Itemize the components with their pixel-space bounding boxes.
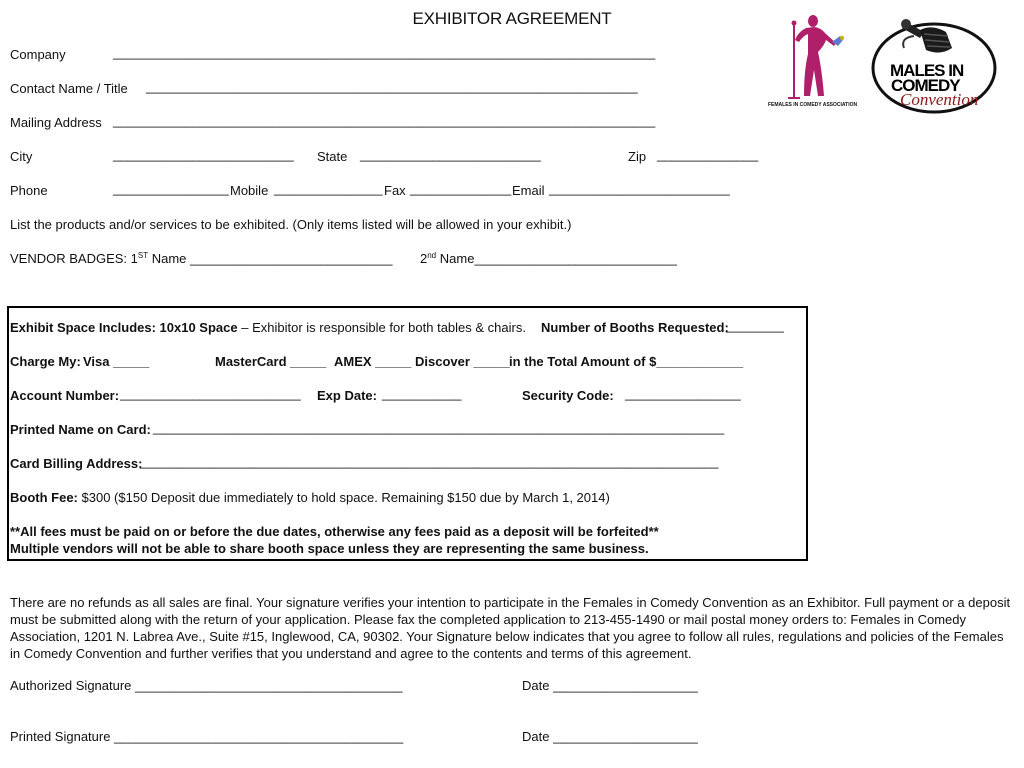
products-instructions: List the products and/or services to be exhibited. (Only items listed will be allowed in your exhibit.) [10, 217, 572, 232]
phone-field[interactable]: ________________ [113, 181, 229, 196]
security-code-field[interactable]: ________________ [625, 386, 741, 401]
exhibit-space-row [10, 320, 526, 336]
mastercard-option[interactable]: MasterCard _____ [215, 354, 327, 369]
females-in-comedy-logo [768, 10, 858, 112]
booth-fee-row [10, 490, 610, 506]
city-label: City [10, 149, 33, 164]
company-label: Company [10, 47, 66, 62]
second-name-label: Name [439, 251, 475, 266]
city-field[interactable]: _________________________ [113, 147, 294, 162]
second-badge-row [420, 251, 677, 267]
exhibit-space-dash: – [241, 320, 249, 335]
account-number-field[interactable]: _________________________ [120, 386, 301, 401]
mobile-field[interactable]: _______________ [274, 181, 383, 196]
booth-fee-text: $300 ($150 Deposit due immediately to hold space. Remaining $150 due by March 1, 2014) [81, 490, 610, 505]
authorized-signature-field[interactable]: Authorized Signature _____________________________________ [10, 678, 403, 693]
booth-fee-label: Booth Fee: [10, 490, 78, 505]
vendor-badges-row [10, 251, 393, 267]
phone-label: Phone [10, 183, 48, 198]
males-in-text: MALES IN [890, 61, 964, 80]
state-label: State [317, 149, 348, 164]
billing-address-label: Card Billing Address: [10, 456, 143, 471]
billing-address-field[interactable]: ________________________________________________________________________________ [140, 454, 719, 469]
total-amount-field[interactable]: in the Total Amount of $____________ [509, 354, 744, 369]
visa-option[interactable]: Visa _____ [83, 354, 150, 369]
date-field-2[interactable]: Date ____________________ [522, 729, 698, 744]
exhibit-space-label: Exhibit Space Includes: 10x10 Space [10, 320, 238, 335]
vendor-badges-label: VENDOR BADGES: 1 [10, 251, 138, 266]
email-label: Email [512, 183, 545, 198]
security-code-label: Security Code: [522, 388, 614, 403]
first-badge-name-field[interactable]: ____________________________ [190, 251, 393, 266]
second-number: 2 [420, 251, 428, 266]
amex-option[interactable]: AMEX _____ [334, 354, 412, 369]
page-title: EXHIBITOR AGREEMENT [412, 9, 612, 28]
females-in-comedy-caption: FEMALES IN COMEDY ASSOCIATION [768, 102, 858, 108]
company-field[interactable]: ___________________________________________________________________________ [113, 45, 656, 60]
booths-requested-label: Number of Booths Requested: [541, 320, 729, 335]
mailing-field[interactable]: ___________________________________________________________________________ [113, 113, 656, 128]
charge-my-label: Charge My: [10, 354, 81, 369]
convention-script-text: Convention [900, 90, 979, 109]
first-superscript: ST [137, 251, 149, 260]
printed-signature-field[interactable]: Printed Signature ________________________________________ [10, 729, 404, 744]
shared-booth-warning: Multiple vendors will not be able to share booth space unless they are representing the same business. [10, 541, 649, 556]
exhibit-space-note: Exhibitor is responsible for both tables & chairs. [252, 320, 526, 335]
email-field[interactable]: _________________________ [549, 181, 730, 196]
second-superscript: nd [427, 251, 437, 260]
booths-requested-field[interactable]: ________ [726, 318, 784, 333]
fax-label: Fax [384, 183, 406, 198]
second-badge-name-field[interactable]: ____________________________ [474, 251, 677, 266]
contact-field[interactable]: ____________________________________________________________________ [146, 79, 638, 94]
contact-label: Contact Name / Title [10, 81, 128, 96]
fax-field[interactable]: ______________ [410, 181, 512, 196]
mailing-label: Mailing Address [10, 115, 102, 130]
fees-warning: **All fees must be paid on or before the due dates, otherwise any fees paid as a deposit will be forfeited** [10, 524, 659, 539]
state-field[interactable]: _________________________ [360, 147, 541, 162]
discover-option[interactable]: Discover _____ [415, 354, 510, 369]
printed-name-on-card-field[interactable]: _______________________________________________________________________________ [153, 420, 725, 435]
comedy-text: COMEDY [891, 76, 960, 95]
exp-date-label: Exp Date: [317, 388, 377, 403]
terms-paragraph: There are no refunds as all sales are final. Your signature verifies your intention to participate in the Females in Comedy Convention as an Exhibitor. Full payment or a deposit must be submitted along with the return of your application. Please fax the completed application to 213-455-1490 or mail postal money orders to: Females in Comedy Association, 1201 N. Labrea Ave., Suite #15, Inglewood, CA, 90302. Your Signature below indicates that you agree to follow all rules, regulations and policies of the Females in Comedy Convention and further verifies that you understand and agree to the contents and terms of this agreement. [10, 595, 1011, 661]
comedienne-silhouette-icon [768, 10, 854, 102]
exp-date-field[interactable]: ___________ [382, 386, 462, 401]
males-in-comedy-logo [870, 18, 998, 116]
date-field-1[interactable]: Date ____________________ [522, 678, 698, 693]
account-number-label: Account Number: [10, 388, 120, 403]
zip-field[interactable]: ______________ [657, 147, 759, 162]
mobile-label: Mobile [230, 183, 269, 198]
first-name-label: Name [151, 251, 187, 266]
zip-label: Zip [628, 149, 647, 164]
printed-name-on-card-label: Printed Name on Card: [10, 422, 151, 437]
